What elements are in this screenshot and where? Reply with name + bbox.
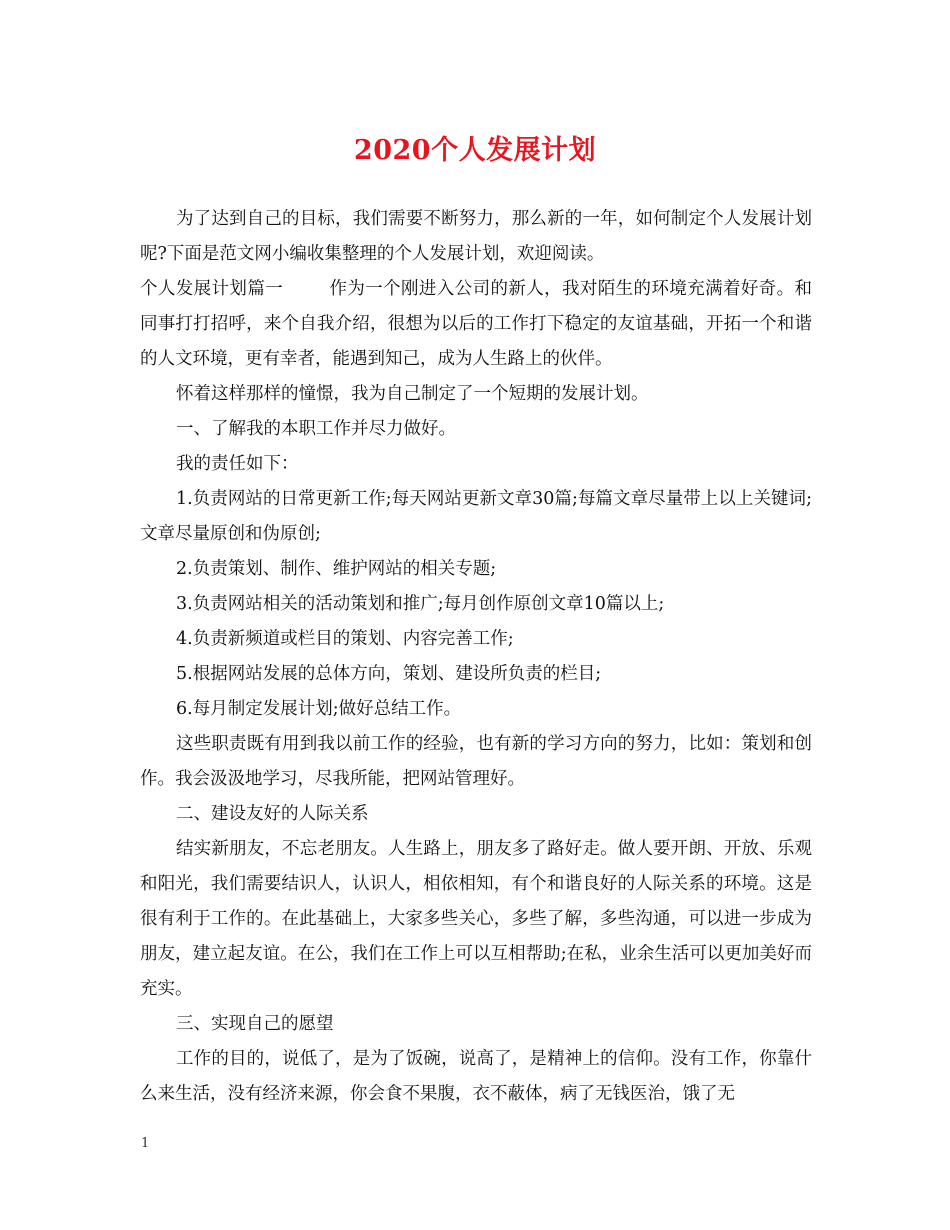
heading-one: 一、了解我的本职工作并尽力做好。 bbox=[176, 419, 456, 439]
section-label: 个人发展计划篇一 bbox=[140, 279, 284, 299]
duty-item-4: 4.负责新频道或栏目的策划、内容完善工作; bbox=[176, 629, 514, 649]
friends-paragraph: 结实新朋友，不忘老朋友。人生路上，朋友多了路好走。做人要开朗、开放、乐观和阳光，我们需要结识人，认识人，相依相知，有个和谐良好的人际关系的环境。这是很有利于工作的。在此基础上，大家多些关心，多些了解，多些沟通，可以进一步成为朋友，建立起友谊。在公，我们在工作上可以互相帮助;在私，业余生活可以更加美好而充实。 bbox=[140, 839, 812, 999]
plan-paragraph: 怀着这样那样的憧憬，我为自己制定了一个短期的发展计划。 bbox=[176, 384, 649, 404]
heading-two: 二、建设友好的人际关系 bbox=[176, 804, 369, 824]
duty-item-3: 3.负责网站相关的活动策划和推广;每月创作原创文章10篇以上; bbox=[176, 594, 665, 614]
document-title: 2020个人发展计划 bbox=[353, 135, 597, 166]
heading-three: 三、实现自己的愿望 bbox=[176, 1014, 334, 1034]
duties-summary-paragraph: 这些职责既有用到我以前工作的经验，也有新的学习方向的努力，比如：策划和创作。我会汲汲地学习，尽我所能，把网站管理好。 bbox=[140, 734, 812, 789]
duties-intro: 我的责任如下： bbox=[176, 454, 299, 474]
section-paragraph bbox=[140, 272, 812, 377]
section-first-text: 作为一个刚进入公司的新人，我对陌生的环境充满着好奇。和同事打打招呼，来个自我介绍，很想为以后的工作打下稳定的友谊基础，开拓一个和谐的人文环境，更有幸者，能遇到知己，成为人生路上的伙伴。 bbox=[140, 279, 813, 369]
wish-paragraph: 工作的目的，说低了，是为了饭碗，说高了，是精神上的信仰。没有工作，你靠什么来生活，没有经济来源，你会食不果腹，衣不蔽体，病了无钱医治，饿了无 bbox=[140, 1049, 812, 1104]
intro-paragraph: 为了达到自己的目标，我们需要不断努力，那么新的一年，如何制定个人发展计划呢?下面是范文网小编收集整理的个人发展计划，欢迎阅读。 bbox=[140, 209, 812, 264]
duty-item-2: 2.负责策划、制作、维护网站的相关专题; bbox=[176, 559, 497, 579]
duty-item-5: 5.根据网站发展的总体方向，策划、建设所负责的栏目; bbox=[176, 664, 602, 684]
page-number: 1 bbox=[141, 1136, 150, 1151]
duty-item-1: 1.负责网站的日常更新工作;每天网站更新文章30篇;每篇文章尽量带上以上关键词;文章尽量原创和伪原创; bbox=[140, 489, 812, 544]
duty-item-6: 6.每月制定发展计划;做好总结工作。 bbox=[176, 699, 462, 719]
document-body bbox=[140, 202, 812, 1112]
